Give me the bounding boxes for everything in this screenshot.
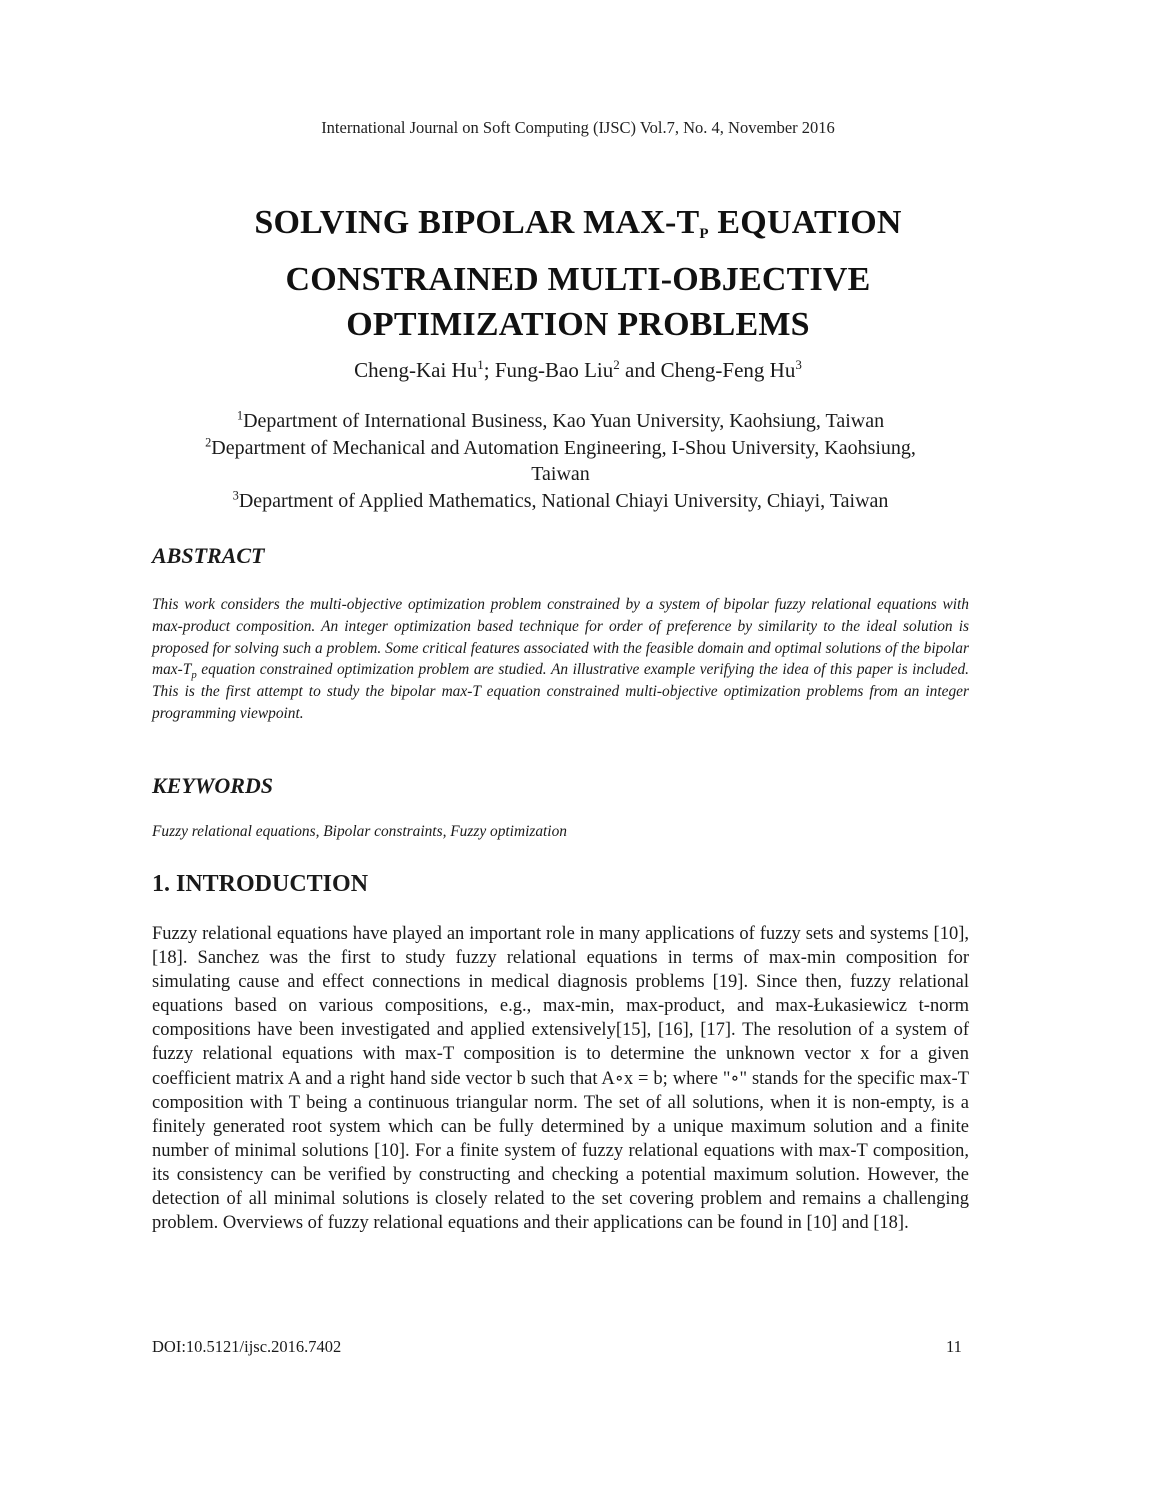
title-line-1 [0,200,1156,257]
affiliation-line [152,461,969,488]
abstract-text-part-b: equation constrained optimization problem are studied. An illustrative example verifying the idea of this paper is included. This is the first attempt to study the bipolar max-T equation constrained multi-objective optimization problems from an integer programming viewpoint. [152,661,969,722]
keywords-text: Fuzzy relational equations, Bipolar constraints, Fuzzy optimization [152,823,567,840]
author-separator-2: and [619,358,661,382]
affiliation-marker: 2 [205,434,212,449]
affiliation-marker: 3 [232,487,239,502]
affiliation-text: Department of Applied Mathematics, National Chiayi University, Chiayi, Taiwan [238,489,889,512]
affiliation-marker: 1 [236,408,244,423]
introduction-paragraph: Fuzzy relational equations have played an important role in many applications of fuzzy sets and systems [10], [18]. Sanchez was the first to study fuzzy relational equations in terms of max-min composition for simulating cause and effect connections in medical diagnosis problems [19]. Since then, fuzzy relational equations based on various compositions, e.g., max-min, max-product, and max-Łukasiewicz t-norm compositions have been investigated and applied extensively[15], [16], [17]. The resolution of a system of fuzzy relational equations with max-T composition is to determine the unknown vector x for a given coefficient matrix A and a right hand side vector b such that A∘x = b; where "∘" stands for the specific max-T composition with T being a continuous triangular norm. The set of all solutions, when it is non-empty, is a finitely generated root system which can be fully determined by a unique maximum solution and a finite number of minimal solutions [10]. For a finite system of fuzzy relational equations with max-T composition, its consistency can be verified by constructing and checking a potential maximum solution. However, the detection of all minimal solutions is closely related to the set covering problem and remains a challenging problem. Overviews of fuzzy relational equations and their applications can be found in [10] and [18]. [152,924,969,1234]
author-2-affil: 2 [613,356,620,372]
author-1-affil: 1 [477,356,484,372]
abstract-subscript: p [191,669,197,682]
title-line-2: CONSTRAINED MULTI-OBJECTIVE [285,261,871,298]
keywords-heading: KEYWORDS [152,773,274,798]
running-header: International Journal on Soft Computing (IJSC) Vol.7, No. 4, November 2016 [321,118,835,137]
title-line-1-part-b: EQUATION [708,204,902,241]
page-number: 11 [946,1337,962,1356]
affiliation-line [152,435,969,462]
author-list [0,358,1156,383]
author-1: Cheng-Kai Hu [354,358,478,382]
paper-title [0,200,1156,347]
title-line-3: OPTIMIZATION PROBLEMS [346,306,810,343]
title-subscript: P [699,226,709,242]
doi: DOI:10.5121/ijsc.2016.7402 [152,1337,342,1356]
author-separator-1: ; [483,358,495,382]
introduction-heading: 1. INTRODUCTION [152,871,369,897]
abstract-heading: ABSTRACT [152,543,265,568]
affiliation-line [152,408,969,435]
author-2: Fung-Bao Liu [494,358,614,382]
abstract-text-part-a: This work considers the multi-objective optimization problem constrained by a system of bipolar fuzzy relational equations with max-product composition. An integer optimization based technique for order of preference by similarity to the ideal solution is proposed for solving such a problem. Some critical features associated with the feasible domain and optimal solutions of the bipolar max-T [152,596,969,679]
title-line-1-part-a: SOLVING BIPOLAR MAX-T [254,204,700,241]
affiliations [152,408,969,514]
affiliation-line [152,488,969,515]
author-3: Cheng-Feng Hu [660,358,796,382]
affiliation-text: Taiwan [531,463,590,485]
author-3-affil: 3 [795,356,802,372]
affiliation-text: Department of Mechanical and Automation Engineering, I-Shou University, Kaohsiung, [211,436,916,459]
abstract-text [152,594,969,725]
affiliation-text: Department of International Business, Kao Yuan University, Kaohsiung, Taiwan [243,410,885,432]
